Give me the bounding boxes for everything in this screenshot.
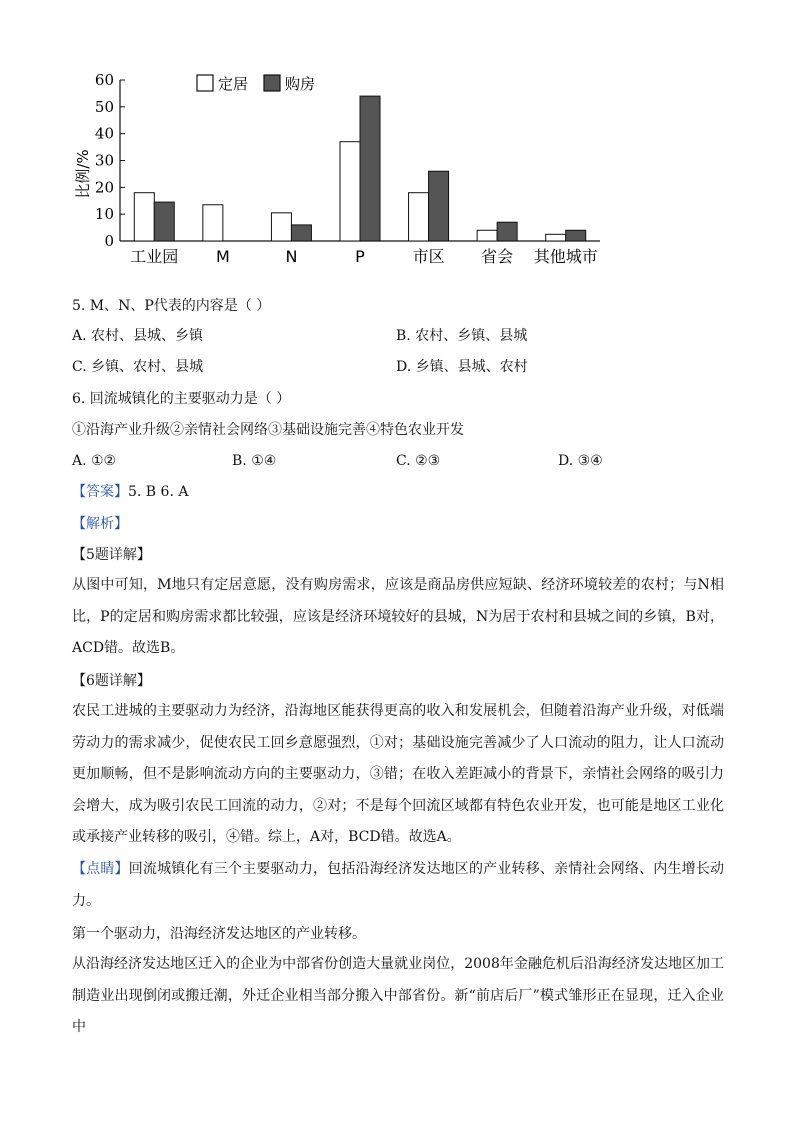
bar-购房-P bbox=[360, 96, 380, 241]
comment-block bbox=[72, 854, 724, 917]
bar-定居-N bbox=[271, 213, 291, 241]
answer-label: 【答案】 bbox=[72, 484, 128, 500]
answer-line bbox=[72, 482, 188, 502]
legend-swatch-购房 bbox=[264, 75, 280, 91]
bar-定居-P bbox=[340, 142, 360, 241]
question-6-items: ①沿海产业升级②亲情社会网络③基础设施完善④特色农业开发 bbox=[72, 422, 464, 438]
bars bbox=[134, 96, 585, 241]
bar-购房-省会 bbox=[497, 222, 517, 241]
driver-1-text: 从沿海经济发达地区迁入的企业为中部省份创造大量就业岗位，2008年金融危机后沿海经济发达地区加工制造业出现倒闭或搬迁潮，外迁企业相当部分搬入中部省份。新“前店后厂”模式雏形正在显现，迁入企业中 bbox=[72, 956, 724, 1036]
legend-label-购房: 购房 bbox=[285, 75, 316, 93]
y-tick-label: 50 bbox=[94, 97, 114, 116]
driver-1-heading: 第一个驱动力，沿海经济发达地区的产业转移。 bbox=[72, 926, 366, 942]
detail-6-title: 【6题详解】 bbox=[72, 673, 151, 689]
legend-label-定居: 定居 bbox=[218, 75, 249, 93]
y-axis-title: 比例/% bbox=[74, 149, 92, 199]
answer-text: 5. B 6. A bbox=[128, 484, 189, 500]
comment-label: 【点睛】 bbox=[72, 861, 129, 877]
bar-定居-M bbox=[203, 205, 223, 241]
y-tick-label: 60 bbox=[94, 71, 114, 89]
q6-option-a: A. ①② bbox=[72, 453, 117, 469]
detail-5-title: 【5题详解】 bbox=[72, 547, 151, 563]
bar-定居-工业园 bbox=[134, 193, 154, 241]
legend-swatch-定居 bbox=[197, 75, 213, 91]
detail-5-text: 从图中可知，M地只有定居意愿，没有购房需求，应该是商品房供应短缺、经济环境较差的农村；与N相比，P的定居和购房需求都比较强，应该是经济环境较好的县城，N为居于农村和县城之间的乡镇，B对，ACD错。故选B。 bbox=[72, 577, 724, 657]
x-tick-label: M bbox=[215, 247, 230, 266]
q5-option-a: A. 农村、县城、乡镇 bbox=[72, 328, 204, 344]
x-tick-label: 省会 bbox=[481, 247, 514, 266]
comment-text: 回流城镇化有三个主要驱动力，包括沿海经济发达地区的产业转移、亲情社会网络、内生增长动力。 bbox=[72, 861, 725, 909]
x-tick-label: 其他城市 bbox=[533, 247, 598, 266]
y-tick-label: 20 bbox=[94, 178, 114, 197]
bar-购房-其他城市 bbox=[566, 230, 586, 241]
analysis-label: 【解析】 bbox=[72, 516, 128, 532]
x-tick-label: P bbox=[355, 247, 365, 266]
question-5-stem: 5. M、N、P代表的内容是（ ） bbox=[72, 298, 271, 314]
legend bbox=[197, 75, 315, 93]
x-axis-labels bbox=[130, 247, 597, 266]
bar-购房-市区 bbox=[429, 171, 449, 241]
y-tick-label: 40 bbox=[94, 124, 114, 143]
y-tick-label: 10 bbox=[94, 205, 114, 224]
bar-定居-市区 bbox=[409, 193, 429, 241]
y-tick-label: 0 bbox=[104, 232, 114, 250]
q5-option-c: C. 乡镇、农村、县城 bbox=[72, 359, 204, 375]
bar-chart bbox=[60, 66, 620, 276]
x-tick-label: N bbox=[285, 247, 298, 266]
bar-购房-N bbox=[291, 225, 311, 241]
x-tick-label: 市区 bbox=[412, 247, 445, 266]
q5-option-b: B. 农村、乡镇、县城 bbox=[396, 328, 528, 344]
bar-定居-其他城市 bbox=[546, 234, 566, 241]
x-tick-label: 工业园 bbox=[130, 247, 179, 266]
detail-6-text: 农民工进城的主要驱动力为经济，沿海地区能获得更高的收入和发展机会，但随着沿海产业升级，对低端劳动力的需求减少，促使农民工回乡意愿强烈，①对；基础设施完善减少了人口流动的阻力，让人口流动更加顺畅，但不是影响流动方向的主要驱动力，③错；在收入差距减小的背景下，亲情社会网络的吸引力会增大，成为吸引农民工回流的动力，②对；不是每个回流区域都有特色农业开发，也可能是地区工业化或承接产业转移的吸引，④错。综上，A对，BCD错。故选A。 bbox=[72, 703, 724, 846]
q6-option-c: C. ②③ bbox=[396, 453, 441, 469]
bar-定居-省会 bbox=[477, 230, 497, 241]
q6-option-d: D. ③④ bbox=[558, 453, 603, 469]
q5-option-d: D. 乡镇、县城、农村 bbox=[396, 359, 528, 375]
y-tick-label: 30 bbox=[94, 151, 114, 170]
q6-option-b: B. ①④ bbox=[232, 453, 277, 469]
question-6-stem: 6. 回流城镇化的主要驱动力是（ ） bbox=[72, 391, 291, 407]
bar-购房-工业园 bbox=[154, 202, 174, 241]
